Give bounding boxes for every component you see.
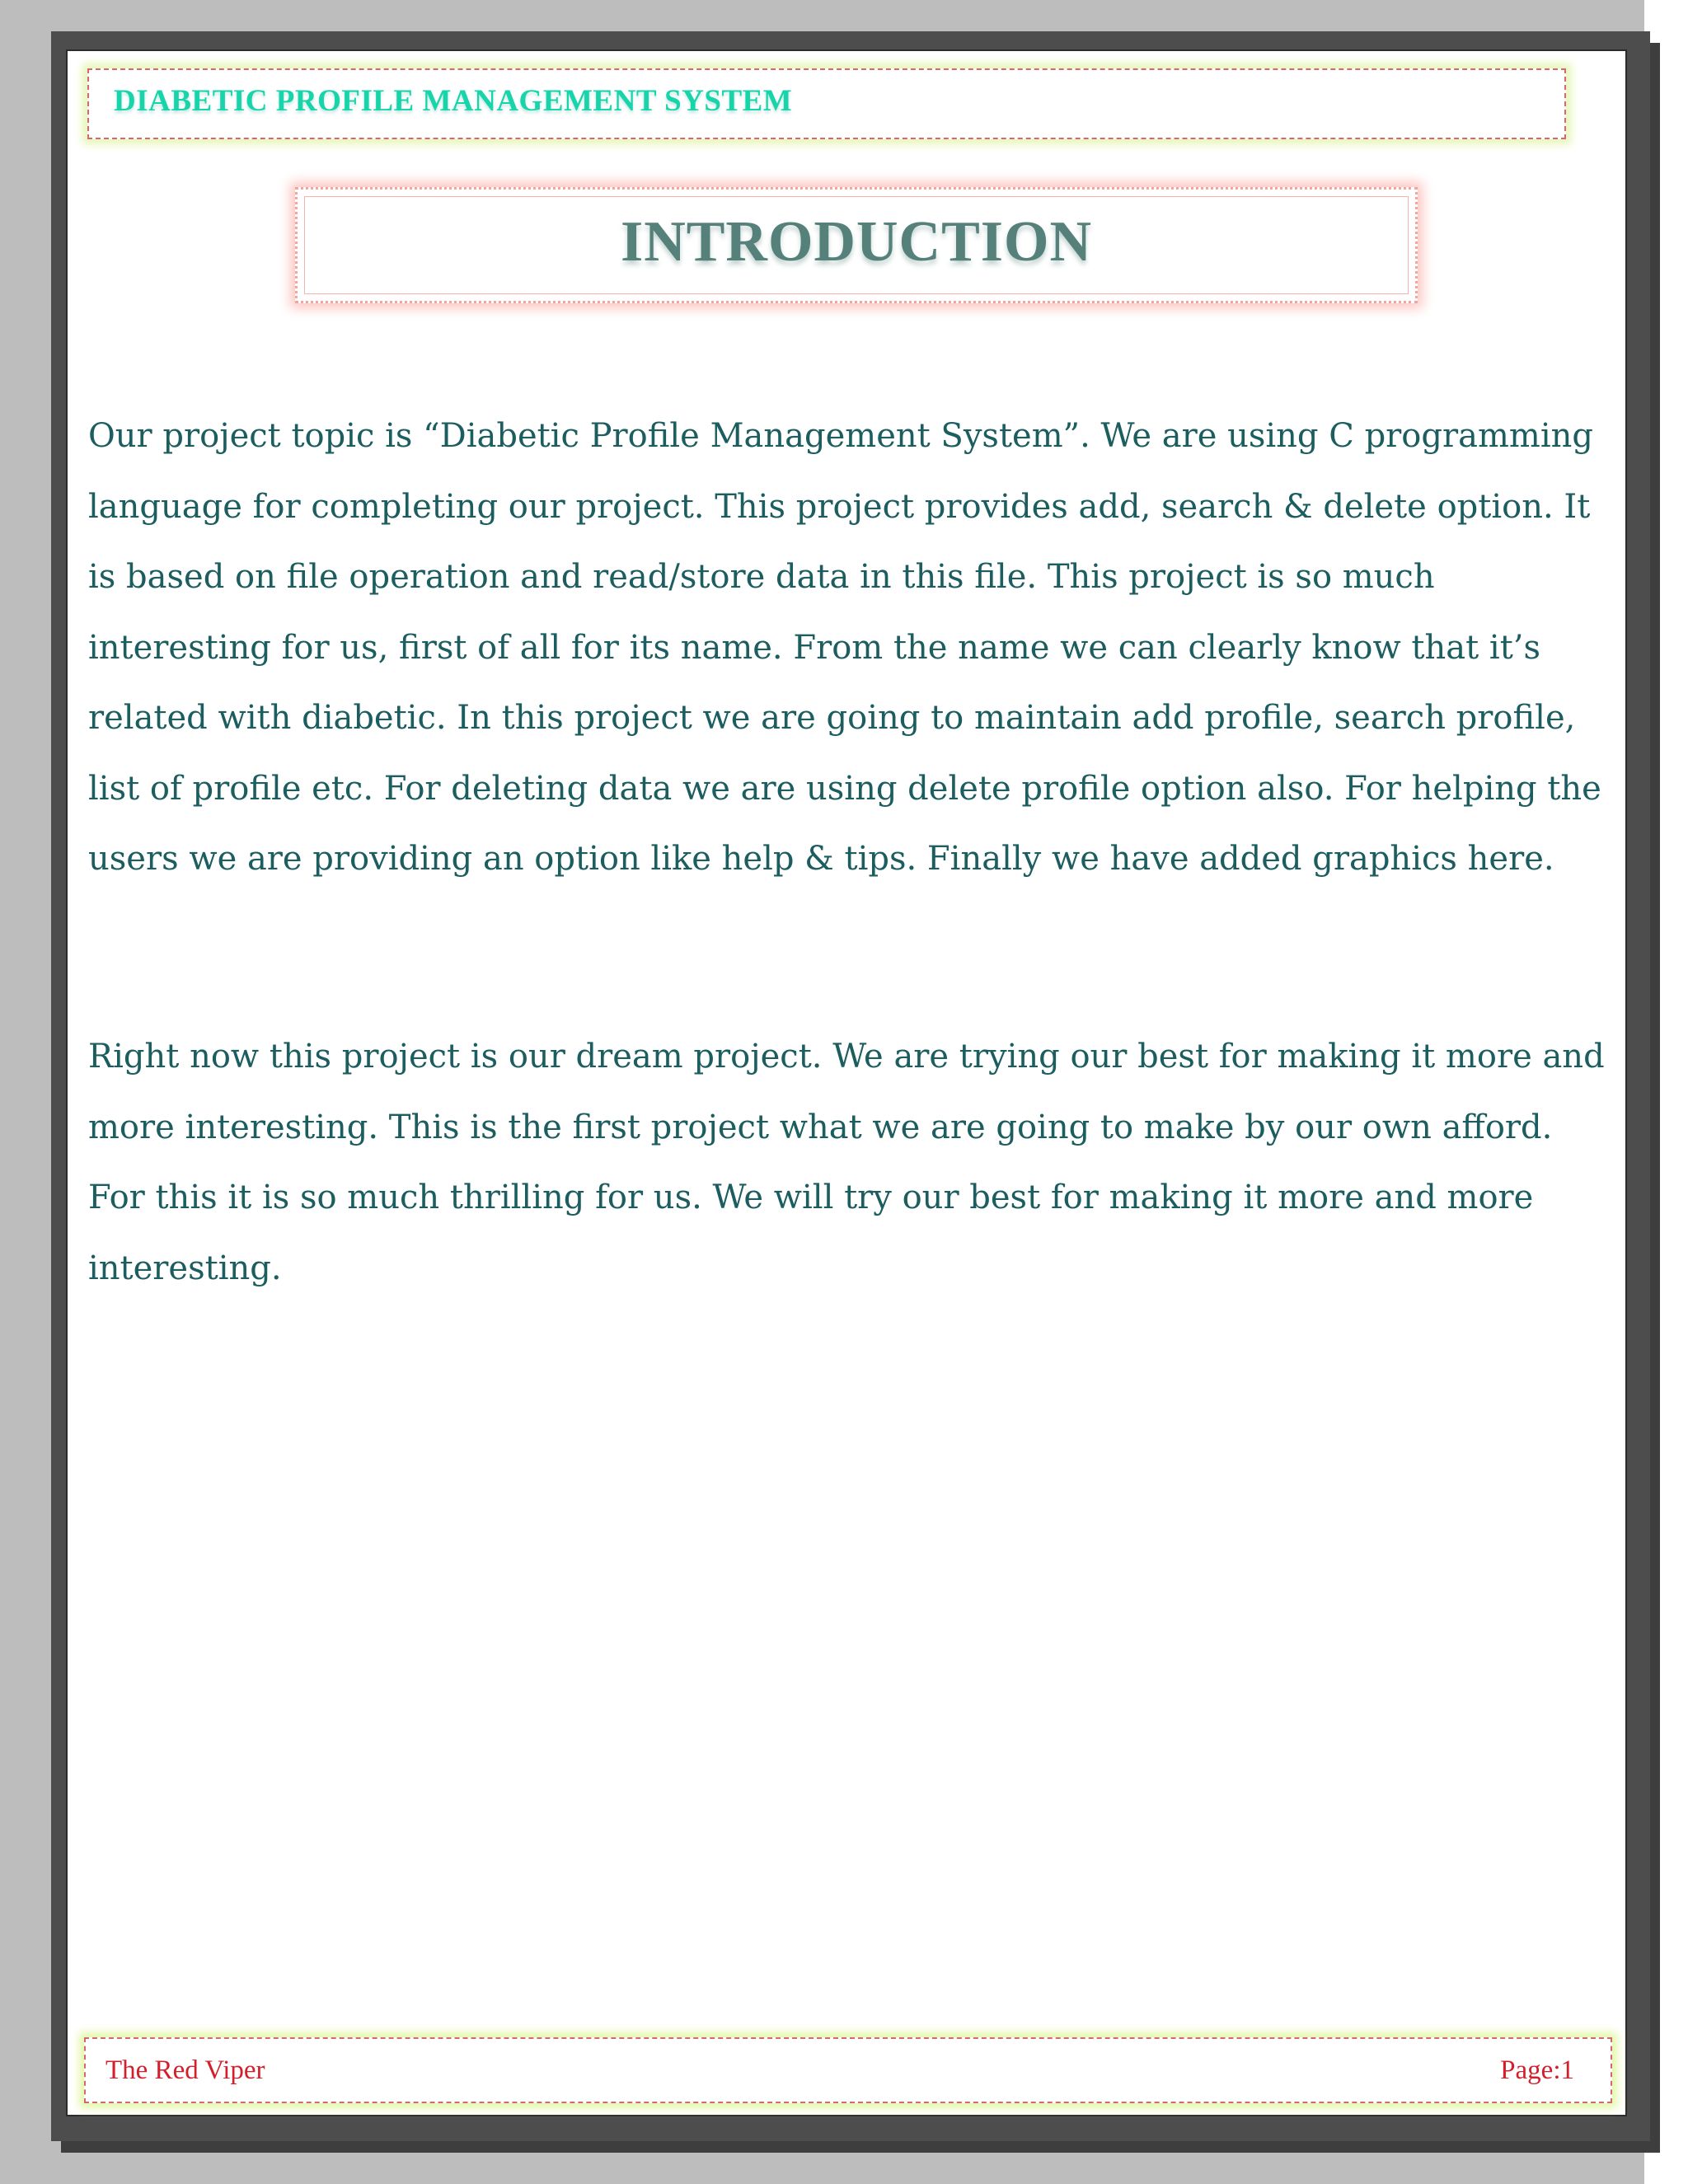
page-footer xyxy=(84,2037,1612,2103)
header-title: DIABETIC PROFILE MANAGEMENT SYSTEM xyxy=(114,84,793,118)
page-header xyxy=(87,68,1566,139)
section-heading-box xyxy=(295,187,1418,303)
body-paragraph-2: Right now this project is our dream project. We are trying our best for making it more and more interesting. This is the first project what we are going to make by our own afford. For this it is so much thrilling for us. We will try our best for making it more and more interesting. xyxy=(88,1038,1605,1287)
footer-page-number: Page:1 xyxy=(1500,2055,1574,2085)
footer-author: The Red Viper xyxy=(106,2055,265,2085)
body-paragraph-1: Our project topic is “Diabetic Profile Management System”. We are using C programming language for completing our project. This project provides add, search & delete option. It is based on file operation and read/store data in this file. This project is so much interesting for us, first of all for its name. From the name we can clearly know that it’s related with diabetic. In this project we are going to maintain add profile, search profile, list of profile etc. For deleting data we are using delete profile option also. For helping the users we are providing an option like help & tips. Finally we have added graphics here. xyxy=(88,417,1601,878)
section-heading: INTRODUCTION xyxy=(620,210,1093,274)
